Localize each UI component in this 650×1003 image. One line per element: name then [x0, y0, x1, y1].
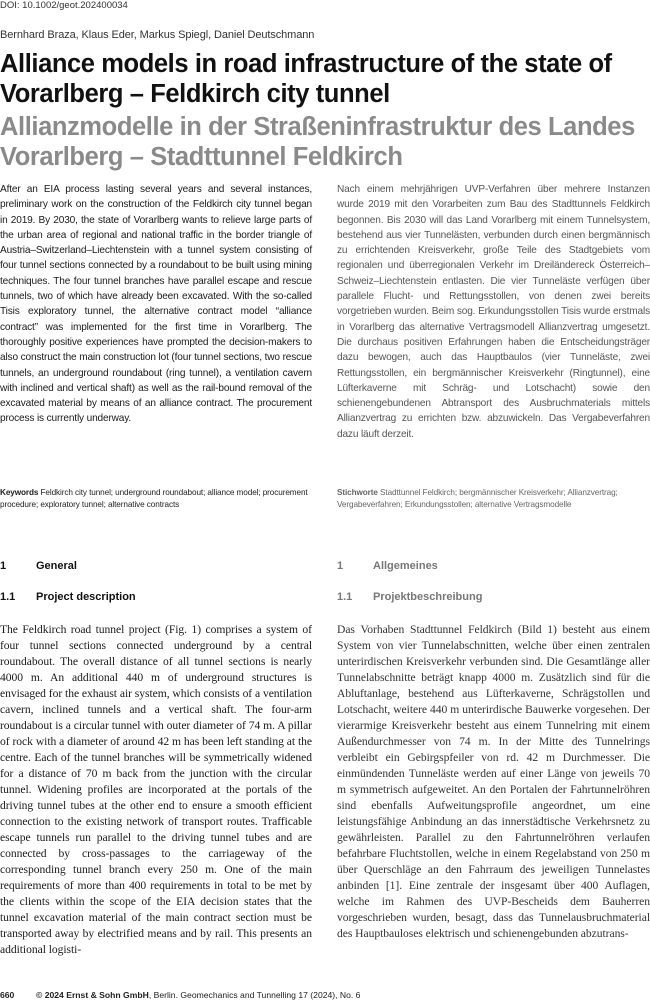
section-number: 1 — [0, 560, 7, 572]
author-list: Bernhard Braza, Klaus Eder, Markus Spiegl, Daniel Deutschmann — [0, 29, 315, 41]
keywords-german — [337, 487, 650, 510]
publisher: © 2024 Ernst & Sohn GmbH — [36, 990, 149, 1000]
journal-citation: , Berlin. Geomechanics and Tunnelling 17 (2024), No. 6 — [148, 990, 361, 1000]
stichworte-label: Stichworte — [337, 488, 378, 497]
section-title: Allgemeines — [373, 560, 438, 572]
subsection-number: 1.1 — [337, 591, 353, 603]
subsection-title: Projektbeschreibung — [373, 591, 483, 603]
section-number: 1 — [337, 560, 344, 572]
abstract-german: Nach einem mehrjährigen UVP-Verfahren über mehrere Instanzen wurde 2019 mit den Vorarbeiten zum Bau des Stadttunnels Feldkirch begonnen. Bis 2030 will das Land Vorarlberg mit einem Tunnelsystem, bestehend aus vier Tunnelästen, verbunden durch einen bergmännisch zu errichtenden Kreisverkehr, große Teile des Stadtgebiets vom regionalen und überregionalen Verkehr im Dreiländereck Österreich–Schweiz–Liechtenstein entlasten. Die vier Tunneläste verfügen über parallele Flucht- und Rettungsstollen, von denen zwei bereits vorgetrieben wurden. Beim sog. Erkundungsstollen Tisis wurde erstmals in Vorarlberg das alternative Vertragsmodell Allianzvertrag umgesetzt. Die durchaus positiven Erfahrungen haben die Entscheidungsträger dazu bewogen, auch das Hauptbaulos (vier Tunneläste, zwei Rettungsstollen, ein bergmännischer Kreisverkehr (Ringtunnel), eine Lüfterkaverne mit Schräg- und Lotschacht) sowie den schienengebundenen Abtransport des Ausbruchmaterials mittels Allianzvertrag zu errichten bzw. abzuwickeln. Das Vergabeverfahren dazu läuft derzeit. — [337, 184, 650, 440]
page-footer — [0, 990, 360, 1000]
section-title: General — [36, 560, 77, 572]
body-text-german: Das Vorhaben Stadttunnel Feldkirch (Bild 1) besteht aus einem System von vier Tunnelabschnitten, welche über einen zentralen unterirdischen Kreisverkehr verbunden sind. Die Gesamtlänge aller Tunnelabschnitte beträgt knapp 4000 m. Zusätzlich sind für die Abluftanlage, bestehend aus Lüfterkaverne, Schrägstollen und Lotschacht, weitere 440 m unterirdische Bauwerke vorgesehen. Der vierarmige Kreisverkehr besteht aus einem Tunnelring mit einem Außendurchmesser von 74 m. In der Mitte des Tunnelrings verbleibt ein Gebirgspfeiler von rd. 42 m Durchmesser. Die einmündenden Tunneläste werden auf einer Länge von jeweils 70 m symmetrisch aufgeweitet. An den Portalen der Fahrtunnelröhren sind ebenfalls Aufweitungsprofile angeordnet, um eine leistungsfähige Anbindung an das innerstädtische Verkehrsnetz zu gewährleisten. Parallel zu den Fahrtunnelröhren verlaufen befahrbare Fluchtstollen, welche in einem Regelabstand von 250 m über Querschläge an den Fahrraum des jeweiligen Tunnelastes anbinden [1]. Eine zentrale der insgesamt über 400 Auflagen, welche im Rahmen des UVP-Bescheids dem Bauherren vorgeschrieben wurden, besagt, dass das Tunnelausbruchmaterial des Hauptbauloses elektrisch und schienengebunden abzutrans- — [337, 623, 650, 940]
subsection-title: Project description — [36, 591, 136, 603]
subsection-heading-english — [0, 591, 136, 603]
title-german: Allianzmodelle in der Straßeninfrastruktur des Landes Vorarlberg – Stadttunnel Feldkirch — [0, 113, 635, 171]
page-number: 660 — [0, 990, 15, 1000]
title-english: Alliance models in road infrastructure of the state of Vorarlberg – Feldkirch city tunnel — [0, 50, 612, 108]
keywords-english — [0, 487, 312, 510]
stichworte-text: Stadttunnel Feldkirch; bergmännischer Kreisverkehr; Allianzvertrag; Vergabeverfahren; Erkundungsstollen; alternative Vertragsmodelle — [337, 488, 618, 509]
keywords-text: Feldkirch city tunnel; underground roundabout; alliance model; procurement procedure; exploratory tunnel; alternative contracts — [0, 488, 308, 509]
abstract-english: After an EIA process lasting several years and several instances, preliminary work on the construction of the Feldkirch city tunnel began in 2019. By 2030, the state of Vorarlberg wants to relieve large parts of the urban area of regional and national traffic in the border triangle of Austria–Switzerland–Liechtenstein with a tunnel system consisting of four tunnel sections connected by a roundabout to be built using mining techniques. The four tunnel branches have parallel escape and rescue tunnels, two of which have already been excavated. With the so-called Tisis exploratory tunnel, the alternative contract model “alliance contract” was implemented for the first time in Vorarlberg. The thoroughly positive experiences have prompted the decision-makers to also construct the main construction lot (four tunnel sections, two rescue tunnels, an underground roundabout (ring tunnel), a ventilation cavern with inclined and vertical shaft) as well as the rail-bound removal of the excavated material by means of an alliance contract. The procurement process is currently underway. — [0, 184, 312, 425]
subsection-heading-german — [337, 591, 482, 603]
section-heading-german — [337, 560, 438, 572]
body-text-english: The Feldkirch road tunnel project (Fig. 1) comprises a system of four tunnel sections connected underground by a central roundabout. The overall distance of all tunnel sections is nearly 4000 m. An additional 440 m of underground structures is envisaged for the exhaust air system, which consists of a ventilation cavern, inclined tunnels and a vertical shaft. The four-arm roundabout is a circular tunnel with outer diameter of 74 m. A pillar of rock with a diameter of around 42 m has been left standing at the centre. Each of the tunnel branches will be symmetrically widened for a distance of 70 m back from the junction with the circular tunnel. Widening profiles are incorporated at the portals of the driving tunnel tubes at the other end to ensure a smooth efficient connection to the existing network of transport routes. Trafficable escape tunnels run parallel to the driving tunnel tubes and are connected by cross-passages to the carriageway of the corresponding tunnel branch every 250 m. One of the main requirements of more than 400 requirements in total to be met by the clients within the scope of the EIA decision states that the tunnel excavation material of the main contract section must be transported away by electrified means and by rail. This presents an additional logisti- — [0, 623, 312, 956]
doi[interactable]: DOI: 10.1002/geot.202400034 — [0, 0, 128, 11]
keywords-label: Keywords — [0, 488, 39, 497]
section-heading-english — [0, 560, 77, 572]
subsection-number: 1.1 — [0, 591, 16, 603]
